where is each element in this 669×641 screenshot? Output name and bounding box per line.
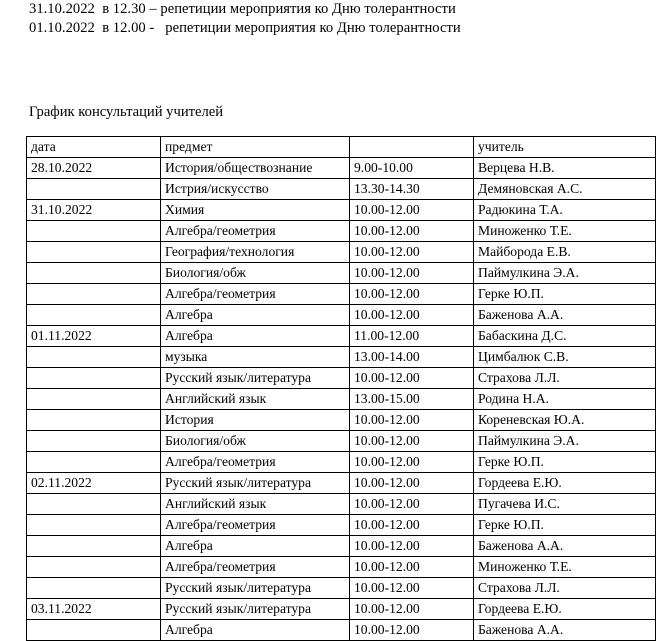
cell-subject: Алгебра/геометрия [161, 515, 350, 536]
cell-teacher: Баженова А.А. [474, 536, 656, 557]
cell-date [27, 557, 161, 578]
cell-time: 10.00-12.00 [350, 221, 474, 242]
cell-subject: Истрия/искусство [161, 179, 350, 200]
table-row [27, 578, 656, 599]
table-row [27, 557, 656, 578]
cell-teacher: Баженова А.А. [474, 620, 656, 641]
column-header-time [350, 137, 474, 158]
cell-teacher: Страхова Л.Л. [474, 578, 656, 599]
cell-time: 10.00-12.00 [350, 494, 474, 515]
cell-time: 10.00-12.00 [350, 305, 474, 326]
cell-time: 10.00-12.00 [350, 284, 474, 305]
cell-teacher: Майборода Е.В. [474, 242, 656, 263]
cell-date [27, 536, 161, 557]
table-row [27, 620, 656, 641]
cell-subject: Алгебра [161, 536, 350, 557]
table-row [27, 242, 656, 263]
cell-teacher: Родина Н.А. [474, 389, 656, 410]
table-row [27, 536, 656, 557]
cell-teacher: Миноженко Т.Е. [474, 221, 656, 242]
cell-time: 13.00-15.00 [350, 389, 474, 410]
cell-date [27, 431, 161, 452]
cell-time: 11.00-12.00 [350, 326, 474, 347]
cell-teacher: Гордеева Е.Ю. [474, 599, 656, 620]
cell-teacher: Паймулкина Э.А. [474, 431, 656, 452]
cell-time: 10.00-12.00 [350, 200, 474, 221]
cell-subject: География/технология [161, 242, 350, 263]
cell-subject: Алгебра/геометрия [161, 284, 350, 305]
cell-time: 10.00-12.00 [350, 242, 474, 263]
cell-subject: Биология/обж [161, 431, 350, 452]
notice-line-2: 01.10.2022 в 12.00 - репетиции мероприятия ко Дню толерантности [29, 20, 461, 36]
table-row [27, 305, 656, 326]
cell-time: 10.00-12.00 [350, 578, 474, 599]
column-header-teacher: учитель [474, 137, 656, 158]
cell-time: 10.00-12.00 [350, 263, 474, 284]
cell-time: 10.00-12.00 [350, 557, 474, 578]
column-header-date: дата [27, 137, 161, 158]
consultation-schedule-table [26, 136, 656, 641]
cell-subject: Алгебра [161, 305, 350, 326]
cell-date [27, 179, 161, 200]
notice-line-1: 31.10.2022 в 12.30 – репетиции мероприятия ко Дню толерантности [29, 1, 456, 17]
table-row [27, 368, 656, 389]
cell-date: 02.11.2022 [27, 473, 161, 494]
cell-date [27, 389, 161, 410]
cell-date: 03.11.2022 [27, 599, 161, 620]
table-row [27, 410, 656, 431]
table-row [27, 347, 656, 368]
table-row [27, 599, 656, 620]
cell-subject: Русский язык/литература [161, 473, 350, 494]
cell-date [27, 578, 161, 599]
cell-date [27, 221, 161, 242]
cell-time: 10.00-12.00 [350, 515, 474, 536]
section-title: График консультаций учителей [29, 104, 224, 120]
cell-time: 10.00-12.00 [350, 410, 474, 431]
table-row [27, 431, 656, 452]
cell-time: 9.00-10.00 [350, 158, 474, 179]
cell-teacher: Пугачева И.С. [474, 494, 656, 515]
cell-subject: Русский язык/литература [161, 368, 350, 389]
column-header-subject: предмет [161, 137, 350, 158]
cell-time: 10.00-12.00 [350, 599, 474, 620]
cell-subject: История/обществознание [161, 158, 350, 179]
table-row [27, 179, 656, 200]
cell-date [27, 305, 161, 326]
cell-teacher: Бабаскина Д.С. [474, 326, 656, 347]
table-row [27, 326, 656, 347]
cell-teacher: Гордеева Е.Ю. [474, 473, 656, 494]
cell-time: 10.00-12.00 [350, 620, 474, 641]
cell-time: 13.00-14.00 [350, 347, 474, 368]
table-row [27, 284, 656, 305]
cell-time: 13.30-14.30 [350, 179, 474, 200]
cell-subject: Английский язык [161, 494, 350, 515]
cell-teacher: Баженова А.А. [474, 305, 656, 326]
cell-subject: Алгебра/геометрия [161, 452, 350, 473]
cell-date [27, 368, 161, 389]
cell-date: 01.11.2022 [27, 326, 161, 347]
cell-subject: Алгебра [161, 326, 350, 347]
cell-date [27, 347, 161, 368]
cell-date: 31.10.2022 [27, 200, 161, 221]
table-body [27, 137, 656, 641]
cell-teacher: Радюкина Т.А. [474, 200, 656, 221]
cell-date [27, 452, 161, 473]
cell-subject: История [161, 410, 350, 431]
cell-time: 10.00-12.00 [350, 536, 474, 557]
cell-date: 28.10.2022 [27, 158, 161, 179]
table-row [27, 389, 656, 410]
cell-date [27, 620, 161, 641]
table-row [27, 473, 656, 494]
cell-subject: музыка [161, 347, 350, 368]
cell-date [27, 494, 161, 515]
cell-subject: Химия [161, 200, 350, 221]
cell-subject: Алгебра/геометрия [161, 557, 350, 578]
cell-date [27, 242, 161, 263]
cell-date [27, 515, 161, 536]
cell-teacher: Демяновская А.С. [474, 179, 656, 200]
cell-date [27, 410, 161, 431]
cell-teacher: Страхова Л.Л. [474, 368, 656, 389]
cell-date [27, 263, 161, 284]
cell-subject: Алгебра [161, 620, 350, 641]
cell-teacher: Герке Ю.П. [474, 515, 656, 536]
table-row [27, 452, 656, 473]
cell-time: 10.00-12.00 [350, 473, 474, 494]
cell-subject: Алгебра/геометрия [161, 221, 350, 242]
table-row [27, 158, 656, 179]
cell-teacher: Паймулкина Э.А. [474, 263, 656, 284]
cell-date [27, 284, 161, 305]
cell-teacher: Кореневская Ю.А. [474, 410, 656, 431]
table-row [27, 494, 656, 515]
cell-time: 10.00-12.00 [350, 431, 474, 452]
cell-subject: Русский язык/литература [161, 578, 350, 599]
cell-teacher: Герке Ю.П. [474, 284, 656, 305]
cell-time: 10.00-12.00 [350, 452, 474, 473]
cell-subject: Английский язык [161, 389, 350, 410]
cell-subject: Русский язык/литература [161, 599, 350, 620]
cell-teacher: Цимбалюк С.В. [474, 347, 656, 368]
table-header-row [27, 137, 656, 158]
cell-teacher: Герке Ю.П. [474, 452, 656, 473]
cell-subject: Биология/обж [161, 263, 350, 284]
cell-teacher: Миноженко Т.Е. [474, 557, 656, 578]
table-row [27, 200, 656, 221]
cell-teacher: Верцева Н.В. [474, 158, 656, 179]
notices-block [29, 0, 649, 38]
table-row [27, 263, 656, 284]
table-row [27, 515, 656, 536]
cell-time: 10.00-12.00 [350, 368, 474, 389]
consultation-schedule-table-wrapper [26, 136, 655, 641]
table-row [27, 221, 656, 242]
